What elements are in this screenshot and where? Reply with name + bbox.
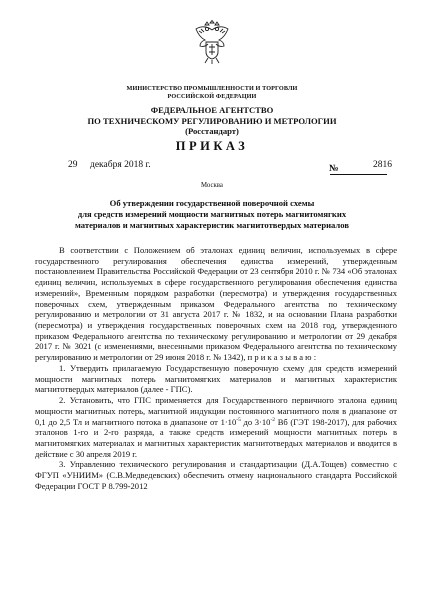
order-date-day: 29 bbox=[68, 160, 78, 170]
order-date-month-year: декабря 2018 г. bbox=[90, 160, 151, 170]
order-body bbox=[35, 245, 397, 492]
order-number-underline bbox=[330, 174, 387, 175]
body-paragraph-preamble: В соответствии с Положением об эталонах единиц величин, используемых в сфере государственного регулирования обеспечения единства измерений, утвержденным постановлением Правительства Российской Федерации от 23 сентября 2010 г. № 734 «Об эталонах единиц величин, используемых в сфере государственного регулирования обеспечения единства измерений», Временным порядком разработки (пересмотра) и утверждения государственных поверочных схем, утвержденным приказом Федерального агентства по техническому регулированию и метрологии от 31 августа 2017 г. № 1832, и на основании Плана разработки (пересмотра) и утверждения государственных поверочных схем на 2018 год, утвержденного приказом Федерального агентства по техническому регулированию и метрологии от 29 декабря 2017 г. № 3021 (с изменениями, внесенными приказом Федерального агентства по техническому регулированию и метрологии от 29 июня 2018 г. № 1342), п р и к а з ы в а ю : bbox=[35, 245, 397, 363]
order-subject: Об утверждении государственной поверочной схемы для средств измерений мощности магнитных потерь магнитомягких материалов и магнитных характеристик магнитотвердых материалов bbox=[75, 198, 349, 230]
agency-name: ФЕДЕРАЛЬНОЕ АГЕНТСТВО ПО ТЕХНИЧЕСКОМУ РЕГУЛИРОВАНИЮ И МЕТРОЛОГИИ (Росстандарт) bbox=[87, 105, 337, 136]
city: Москва bbox=[201, 182, 223, 189]
body-paragraph-2: 2. Установить, что ГПС применяется для Государственного первичного эталона единиц мощности магнитных потерь, магнитной индукции постоянного магнитного поля в диапазоне от 0,1 до 2,5 Тл и магнитного потока в диапазоне от $1\cdot 10^{-5}$ до $3\cdot 10^{-2}$ Вб (ГЭТ 198-2017), для рабочих эталонов 1-го и 2-го разряда, а также средств измерений мощности магнитных потерь в магнитомягких материалах и магнитных характеристик магнитотвердых материалов и вводится в действие с 30 апреля 2019 г. bbox=[35, 395, 397, 459]
coat-of-arms-icon bbox=[193, 20, 231, 64]
body-paragraph-3: 3. Управлению технического регулирования и стандартизации (Д.А.Тощев) совместно с ФГУП «УНИИМ» (С.В.Медведевских) обеспечить отмену национального стандарта Российской Федерации ГОСТ Р 8.799-2012 bbox=[35, 459, 397, 491]
body-paragraph-1: 1. Утвердить прилагаемую Государственную поверочную схему для средств измерений мощности магнитных потерь магнитомягких материалов и магнитных характеристик магнитотвердых материалов (далее - ГПС). bbox=[35, 362, 397, 395]
order-title: ПРИКАЗ bbox=[175, 139, 249, 153]
order-number-sign: № bbox=[329, 164, 339, 174]
order-number: 2816 bbox=[373, 160, 392, 170]
ministry-name: МИНИСТЕРСТВО ПРОМЫШЛЕННОСТИ И ТОРГОВЛИ РОССИЙСКОЙ ФЕДЕРАЦИИ bbox=[126, 85, 298, 100]
